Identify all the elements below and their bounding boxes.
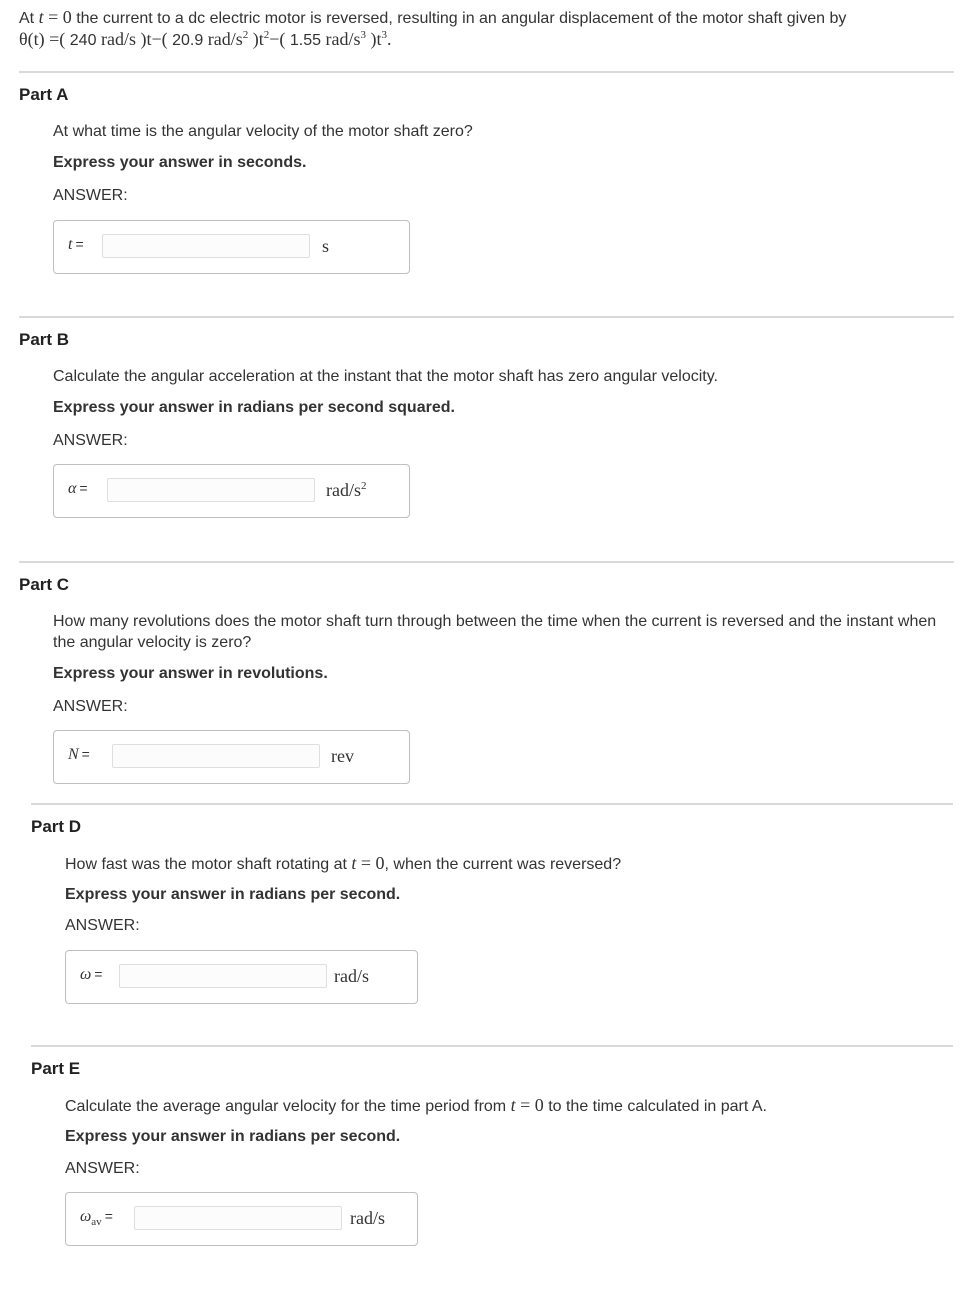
answer-box: [65, 950, 418, 1004]
problem-statement: [19, 7, 959, 51]
part-a: [19, 71, 954, 281]
answer-unit: s: [322, 236, 330, 256]
unit-1: rad/s: [100, 29, 136, 49]
answer-label: ANSWER:: [53, 698, 128, 715]
part-question: How many revolutions does the motor shaft turn through between the time when the current is reversed and the instant when the angular velocity is zero?: [53, 613, 937, 651]
divider: [19, 316, 954, 318]
answer-label: ANSWER:: [65, 917, 140, 934]
expr-mid-1: )t−(: [140, 29, 168, 49]
t-equals-zero: [511, 1095, 544, 1115]
theta-lhs: θ(t) =(: [19, 29, 66, 49]
variable-symbol: N: [68, 746, 79, 763]
unit-3-group: rad/$s^3$: [325, 29, 367, 49]
divider: [31, 1045, 953, 1047]
answer-label: ANSWER:: [65, 1160, 140, 1177]
part-question: Calculate the angular acceleration at the instant that the motor shaft has zero angular velocity.: [53, 368, 718, 385]
problem-text: At: [19, 10, 35, 27]
answer-box: [53, 220, 410, 274]
coef-2: 20.9: [172, 32, 204, 49]
equals-sign: =: [104, 1208, 113, 1224]
variable-symbol: t: [68, 236, 73, 253]
part-title: Part A: [19, 85, 69, 104]
expr-end-group: )$t^3$: [370, 29, 388, 49]
answer-unit: rad/s: [350, 1208, 385, 1228]
question-text-after: , when the current was reversed?: [384, 856, 622, 873]
part-question: [65, 853, 960, 875]
problem-t-var: t: [38, 7, 44, 27]
question-t-var: t: [510, 1095, 516, 1115]
expr-period: .: [387, 29, 392, 49]
answer-variable: [80, 1208, 113, 1229]
t-equals-zero: [351, 853, 384, 873]
question-eq-zero: = 0: [356, 853, 385, 873]
answer-variable: [68, 236, 84, 254]
equals-sign: =: [81, 746, 90, 762]
part-instruction: Express your answer in seconds.: [53, 154, 307, 171]
answer-unit: rad/s: [334, 966, 369, 986]
part-question: At what time is the angular velocity of the motor shaft zero?: [53, 123, 473, 140]
part-question: [65, 1095, 960, 1117]
part-instruction: Express your answer in radians per second squared.: [53, 399, 455, 416]
answer-input[interactable]: [119, 964, 327, 988]
equals-sign: =: [75, 236, 84, 252]
variable-symbol: ω: [80, 966, 92, 983]
expr-mid-3: −(: [269, 29, 286, 49]
unit-2: rad/s: [207, 29, 243, 49]
unit-exponent: 2: [361, 480, 367, 492]
coef-3: 1.55: [289, 32, 322, 49]
problem-text-after: the current to a dc electric motor is reversed, resulting in an angular displacement of the motor shaft given by: [71, 10, 847, 27]
divider: [19, 71, 954, 73]
answer-input[interactable]: [102, 234, 310, 258]
part-instruction: Express your answer in radians per second.: [65, 1128, 401, 1145]
answer-input[interactable]: [112, 744, 320, 768]
question-t-var: t: [351, 853, 357, 873]
part-b: [19, 316, 954, 526]
answer-box: [53, 730, 410, 784]
part-title: Part D: [31, 817, 82, 836]
answer-unit: rad/s: [326, 480, 361, 500]
problem-eq-zero: = 0: [43, 7, 72, 27]
answer-input[interactable]: [107, 478, 315, 502]
problem-equation: [19, 29, 959, 51]
part-title: Part E: [31, 1059, 81, 1078]
answer-label: ANSWER:: [53, 187, 128, 204]
part-instruction: Express your answer in radians per second.: [65, 886, 401, 903]
answer-variable: [68, 480, 88, 498]
variable-subscript: av: [91, 1216, 102, 1229]
answer-box: [65, 1192, 418, 1246]
coef-1: 240: [69, 32, 97, 49]
question-text: How fast was the motor shaft rotating at: [65, 856, 347, 873]
part-c: [19, 561, 954, 791]
expr-mid-2-group: )$t^2$: [252, 29, 270, 49]
answer-input[interactable]: [134, 1206, 342, 1230]
part-title: Part C: [19, 575, 70, 594]
divider: [19, 561, 954, 563]
answer-variable: [68, 746, 90, 764]
expr-mid-2: )t: [252, 29, 264, 49]
answer-unit: rev: [331, 746, 354, 766]
answer-box: [53, 464, 410, 518]
question-text-after: to the time calculated in part A.: [543, 1098, 767, 1115]
variable-symbol: ω: [80, 1208, 92, 1225]
question-eq-zero: = 0: [515, 1095, 544, 1115]
answer-unit-group: [326, 480, 367, 501]
answer-label: ANSWER:: [53, 432, 128, 449]
unit-3: rad/s: [325, 29, 361, 49]
problem-line-1: [19, 7, 959, 29]
unit-2-group: rad/$s^2$: [207, 29, 249, 49]
equals-sign: =: [94, 966, 103, 982]
divider: [31, 803, 953, 805]
question-text: Calculate the average angular velocity for the time period from: [65, 1098, 507, 1115]
part-instruction: Express your answer in revolutions.: [53, 665, 328, 682]
part-title: Part B: [19, 330, 70, 349]
part-d: [31, 803, 953, 1013]
answer-variable: [80, 966, 102, 984]
expr-end: )t: [370, 29, 382, 49]
t-equals-zero: [39, 7, 72, 27]
part-e: [31, 1045, 953, 1255]
equals-sign: =: [79, 480, 88, 496]
variable-symbol: α: [68, 480, 77, 497]
